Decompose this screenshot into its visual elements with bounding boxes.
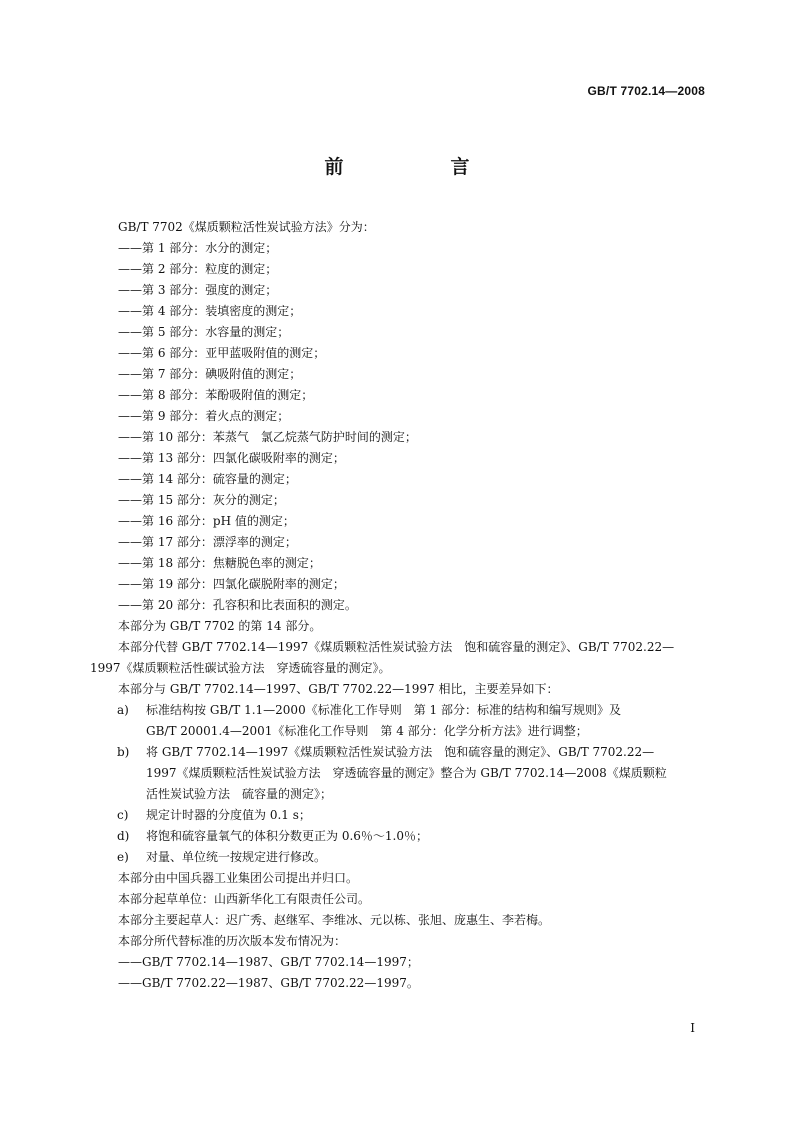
replaces-line: 本部分代替 GB/T 7702.14—1997《煤质颗粒活性炭试验方法 饱和硫容量的测定》、GB/T 7702.22— (118, 640, 675, 654)
list-item: ——第 4 部分：装填密度的测定； (118, 304, 302, 318)
list-item: ——第 20 部分：孔容积和比表面积的测定。 (118, 598, 357, 612)
list-item: ——第 7 部分：碘吸附值的测定； (118, 367, 302, 381)
list-item: ——第 18 部分：焦糖脱色率的测定； (118, 556, 321, 570)
change-item-a (118, 700, 706, 742)
list-item: ——第 10 部分：苯蒸气 氯乙烷蒸气防护时间的测定； (118, 430, 417, 444)
replaces-line-continued: 1997《煤质颗粒活性碳试验方法 穿透硫容量的测定》。 (90, 661, 391, 675)
foreword-body (90, 217, 706, 994)
history-item: ——GB/T 7702.22—1987、GB/T 7702.22—1997。 (118, 976, 419, 990)
this-part-line: 本部分为 GB/T 7702 的第 14 部分。 (118, 619, 322, 633)
list-item: ——第 17 部分：漂浮率的测定； (118, 535, 297, 549)
drafting-unit-line: 本部分起草单位：山西新华化工有限责任公司。 (118, 892, 371, 906)
drafters-line: 本部分主要起草人：迟广秀、赵继军、李维冰、元以栋、张旭、庞惠生、李若梅。 (118, 913, 551, 927)
history-item: ——GB/T 7702.14—1987、GB/T 7702.14—1997； (118, 955, 419, 969)
change-text: 规定计时器的分度值为 0.1 s； (146, 808, 311, 822)
change-text: 将 GB/T 7702.14—1997《煤质颗粒活性炭试验方法 饱和硫容量的测定》、GB/T 7702.22— (146, 745, 655, 759)
change-text: 标准结构按 GB/T 1.1—2000《标准化工作导则 第 1 部分：标准的结构和编写规则》及 (146, 703, 621, 717)
list-item: ——第 8 部分：苯酚吸附值的测定； (118, 388, 314, 402)
list-item: ——第 6 部分：亚甲蓝吸附值的测定； (118, 346, 326, 360)
changes-intro: 本部分与 GB/T 7702.14—1997、GB/T 7702.22—1997 相比，主要差异如下： (118, 682, 559, 696)
list-marker: c) (117, 808, 129, 822)
changes-list (118, 700, 706, 868)
list-item: ——第 15 部分：灰分的测定； (118, 493, 285, 507)
page-number: I (690, 1021, 695, 1035)
change-text: 对量、单位统一按规定进行修改。 (146, 850, 327, 864)
change-text: GB/T 20001.4—2001《标准化工作导则 第 4 部分：化学分析方法》进行调整； (146, 724, 588, 738)
parts-list (118, 238, 706, 616)
list-item: ——第 13 部分：四氯化碳吸附率的测定； (118, 451, 345, 465)
list-item: ——第 1 部分：水分的测定； (118, 241, 278, 255)
list-item: ——第 2 部分：粒度的测定； (118, 262, 278, 276)
change-item-c (118, 805, 706, 826)
list-item: ——第 9 部分：着火点的测定； (118, 409, 290, 423)
list-item: ——第 19 部分：四氯化碳脱附率的测定； (118, 577, 345, 591)
page-title: 前 言 (324, 156, 514, 178)
list-item: ——第 16 部分：pH 值的测定； (118, 514, 295, 528)
list-marker: e) (117, 850, 129, 864)
list-item: ——第 14 部分：硫容量的测定； (118, 472, 297, 486)
list-item: ——第 5 部分：水容量的测定； (118, 325, 290, 339)
list-marker: a) (117, 703, 129, 717)
proposed-by-line: 本部分由中国兵器工业集团公司提出并归口。 (118, 871, 359, 885)
list-marker: d) (117, 829, 130, 843)
change-item-e (118, 847, 706, 868)
change-text: 1997《煤质颗粒活性炭试验方法 穿透硫容量的测定》整合为 GB/T 7702.14—2008《煤质颗粒 (146, 766, 667, 780)
change-text: 活性炭试验方法 硫容量的测定》； (146, 787, 333, 801)
change-item-b (118, 742, 706, 805)
change-item-d (118, 826, 706, 847)
intro-line: GB/T 7702《煤质颗粒活性炭试验方法》分为： (118, 220, 375, 234)
change-text: 将饱和硫容量氧气的体积分数更正为 0.6％～1.0％； (146, 829, 428, 843)
history-intro-line: 本部分所代替标准的历次版本发布情况为： (118, 934, 347, 948)
list-item: ——第 3 部分：强度的测定； (118, 283, 278, 297)
list-marker: b) (117, 745, 130, 759)
standard-code: GB/T 7702.14—2008 (587, 84, 705, 98)
